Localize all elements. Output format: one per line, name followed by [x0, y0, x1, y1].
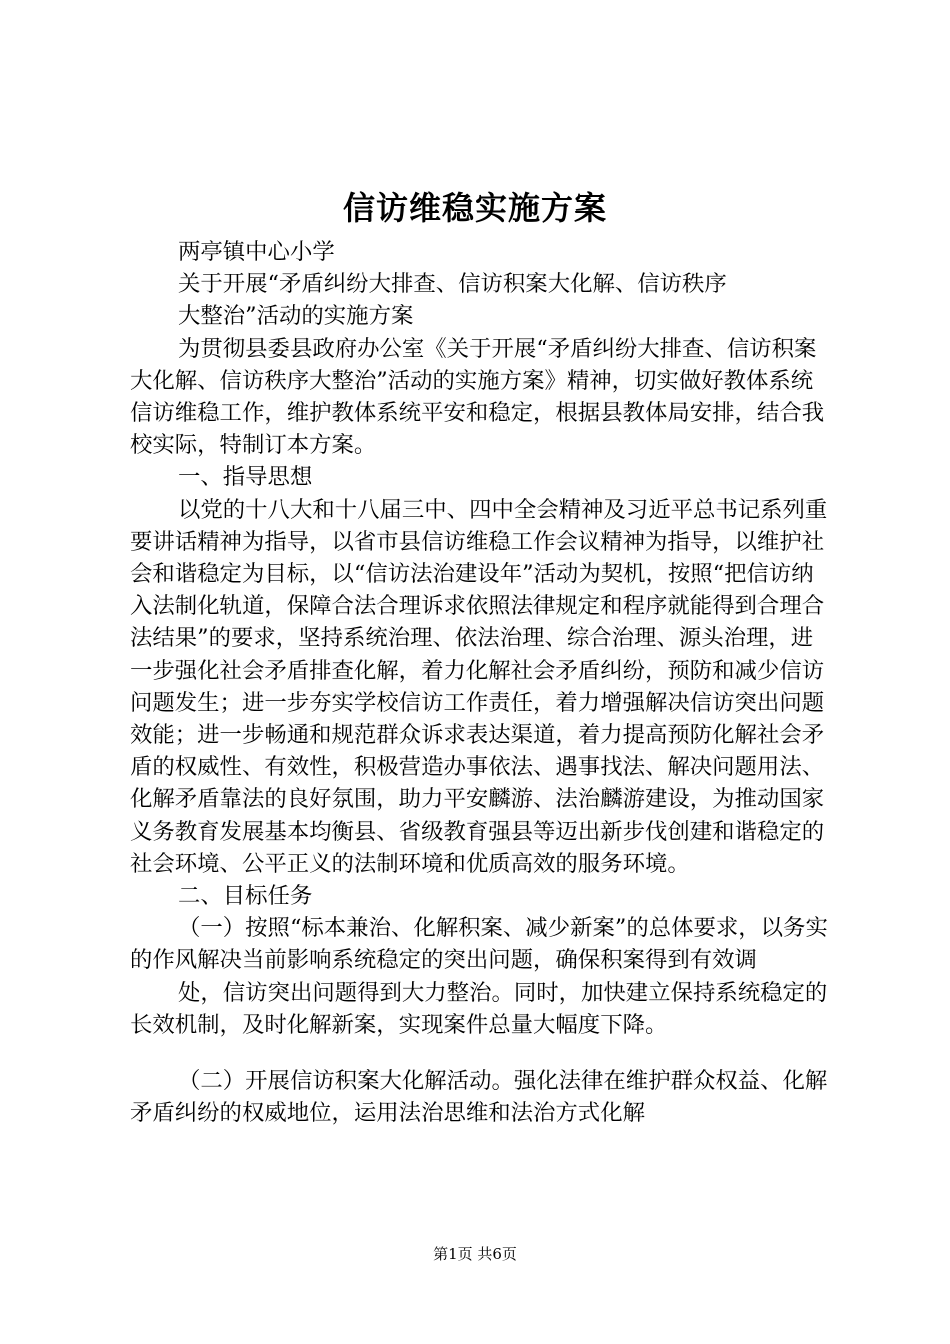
- goals-item-2: （二）开展信访积案大化解活动。强化法律在维护群众权益、化解矛盾纠纷的权威地位，运用法治思维和法治方式化解: [130, 1068, 828, 1127]
- document-body: [130, 236, 835, 1129]
- goals-item-1-part-1: （一）按照“标本兼治、化解积案、减少新案”的总体要求，以务实的作风解决当前影响系统稳定的突出问题，确保积案得到有效调: [130, 915, 828, 974]
- section-heading-goals: 二、目标任务: [178, 883, 313, 910]
- page-footer: 第1页 共6页: [433, 1245, 517, 1263]
- goals-item-1-part-2: 处，信访突出问题得到大力整治。同时，加快建立保持系统稳定的长效机制，及时化解新案，实现案件总量大幅度下降。: [130, 979, 828, 1038]
- subtitle-line-2: 大整治”活动的实施方案: [178, 303, 414, 330]
- paragraph-gap: [130, 1041, 835, 1065]
- subtitle-line-1: 关于开展“矛盾纠纷大排查、信访积案大化解、信访秩序: [178, 271, 727, 298]
- document-title: 信访维稳实施方案: [342, 189, 607, 227]
- section-heading-guiding-ideology: 一、指导思想: [178, 464, 313, 491]
- guiding-ideology-paragraph: 以党的十八大和十八届三中、四中全会精神及习近平总书记系列重要讲话精神为指导，以省市县信访维稳工作会议精神为指导，以维护社会和谐稳定为目标，以“信访法治建设年”活动为契机，按照“把信访纳入法制化轨道，保障合法合理诉求依照法律规定和程序就能得到合理合法结果”的要求，坚持系统治理、依法治理、综合治理、源头治理，进一步强化社会矛盾排查化解，着力化解社会矛盾纠纷，预防和减少信访问题发生；进一步夯实学校信访工作责任，着力增强解决信访突出问题效能；进一步畅通和规范群众诉求表达渠道，着力提高预防化解社会矛盾的权威性、有效性，积极营造办事依法、遇事找法、解决问题用法、化解矛盾靠法的良好氛围，助力平安麟游、法治麟游建设，为推动国家义务教育发展基本均衡县、省级教育强县等迈出新步伐创建和谐稳定的社会环境、公平正义的法制环境和优质高效的服务环境。: [130, 496, 828, 877]
- school-name: 两亭镇中心小学: [178, 239, 335, 265]
- intro-paragraph: 为贯彻县委县政府办公室《关于开展“矛盾纠纷大排查、信访积案大化解、信访秩序大整治”活动的实施方案》精神，切实做好教体系统信访维稳工作，维护教体系统平安和稳定，根据县教体局安排，结合我校实际，特制订本方案。: [130, 335, 825, 459]
